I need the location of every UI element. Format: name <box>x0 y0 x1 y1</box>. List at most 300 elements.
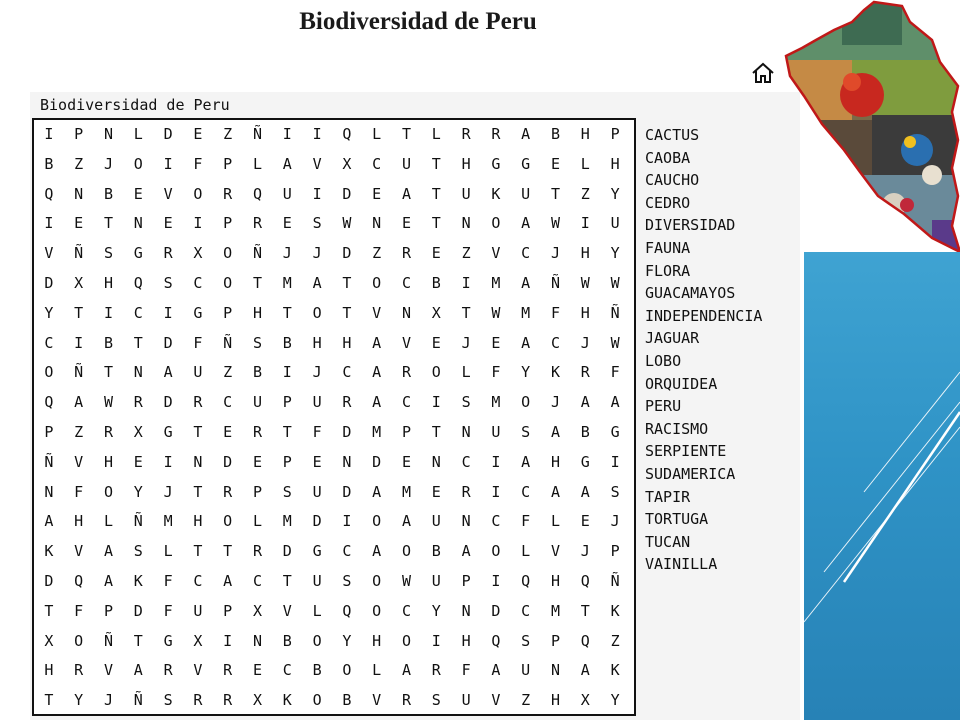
grid-letter: S <box>133 542 143 561</box>
grid-letter: J <box>580 333 590 352</box>
grid-letter: W <box>103 393 113 412</box>
grid-letter: O <box>401 631 411 650</box>
grid-letter: C <box>401 601 411 620</box>
word-list-item: CEDRO <box>645 193 691 212</box>
grid-letter: G <box>163 423 173 441</box>
grid-letter: Ñ <box>74 244 84 263</box>
grid-letter: I <box>44 214 54 233</box>
grid-letter: B <box>580 423 590 441</box>
grid-letter: M <box>521 303 531 322</box>
grid-letter: B <box>342 691 352 710</box>
grid-letter: Q <box>491 631 501 650</box>
grid-letter: H <box>342 333 352 352</box>
grid-letter: K <box>610 601 620 620</box>
grid-letter: O <box>312 691 322 710</box>
grid-letter: Y <box>610 244 620 263</box>
word-list-item: JAGUAR <box>645 329 700 348</box>
grid-letter: D <box>342 184 352 203</box>
grid-letter: O <box>491 214 501 233</box>
grid-letter: T <box>44 601 54 620</box>
grid-letter: F <box>491 363 501 382</box>
grid-letter: J <box>163 482 173 501</box>
grid-letter: E <box>163 214 173 233</box>
grid-letter: Q <box>74 572 84 590</box>
grid-letter: O <box>223 244 233 263</box>
grid-letter: L <box>372 125 382 143</box>
grid-letter: Q <box>44 184 54 203</box>
grid-letter: A <box>580 482 590 501</box>
grid-letter: L <box>312 601 322 620</box>
word-list <box>645 124 762 576</box>
word-list-item: TAPIR <box>645 487 691 506</box>
grid-letter: L <box>163 542 173 561</box>
grid-letter: E <box>282 214 292 233</box>
grid-letter: P <box>74 125 84 143</box>
grid-letter: U <box>312 482 322 501</box>
word-list-item: VAINILLA <box>645 555 718 574</box>
grid-letter: W <box>610 274 620 292</box>
grid-letter: R <box>193 691 203 710</box>
decorative-side-panel <box>804 252 960 720</box>
grid-letter: G <box>491 154 501 173</box>
grid-letter: Ñ <box>74 363 84 382</box>
grid-letter: R <box>252 214 262 233</box>
grid-letter: X <box>133 423 143 441</box>
grid-letter: C <box>342 363 352 382</box>
grid-letter: R <box>223 661 233 680</box>
grid-letter: V <box>312 154 322 173</box>
grid-letter: M <box>163 512 173 531</box>
grid-letter: V <box>550 542 560 561</box>
grid-letter: E <box>252 661 262 680</box>
grid-letter: T <box>431 154 441 173</box>
grid-letter: E <box>580 512 590 531</box>
grid-letter: U <box>193 363 203 382</box>
grid-letter: J <box>550 393 560 412</box>
grid-letter: V <box>44 244 54 263</box>
grid-row <box>34 329 634 359</box>
grid-letter: O <box>401 542 411 561</box>
grid-letter: I <box>461 274 471 292</box>
grid-letter: U <box>521 661 531 680</box>
grid-letter: I <box>342 512 352 531</box>
grid-letter: A <box>461 542 471 561</box>
grid-letter: P <box>252 482 262 501</box>
grid-letter: Ñ <box>610 572 620 590</box>
grid-letter: X <box>431 303 441 322</box>
grid-letter: D <box>223 452 233 471</box>
grid-letter: P <box>223 303 233 322</box>
grid-letter: S <box>431 691 441 710</box>
grid-letter: I <box>312 125 322 143</box>
grid-letter: J <box>103 691 113 710</box>
grid-letter: O <box>74 631 84 650</box>
grid-letter: T <box>133 333 143 352</box>
grid-letter: A <box>103 542 113 561</box>
grid-letter: S <box>252 333 262 352</box>
word-list-item: CAOBA <box>645 148 691 167</box>
grid-letter: Z <box>74 423 84 441</box>
grid-letter: F <box>550 303 560 322</box>
grid-letter: J <box>312 244 322 263</box>
grid-letter: I <box>163 154 173 173</box>
grid-letter: F <box>193 154 203 173</box>
grid-letter: C <box>133 303 143 322</box>
grid-letter: N <box>342 452 352 471</box>
grid-letter: L <box>103 512 113 531</box>
grid-letter: S <box>163 691 173 710</box>
grid-letter: E <box>133 184 143 203</box>
grid-letter: Y <box>431 601 441 620</box>
grid-letter: A <box>44 512 54 531</box>
grid-letter: P <box>223 154 233 173</box>
grid-letter: R <box>461 125 471 143</box>
grid-letter: N <box>461 214 471 233</box>
grid-letter: C <box>252 572 262 590</box>
grid-row <box>34 358 634 388</box>
grid-letter: T <box>431 423 441 441</box>
grid-letter: A <box>521 214 531 233</box>
grid-letter: H <box>550 572 560 590</box>
grid-letter: P <box>44 423 54 441</box>
grid-letter: I <box>491 482 501 501</box>
grid-letter: Z <box>461 244 471 263</box>
grid-letter: I <box>163 452 173 471</box>
grid-letter: Q <box>521 572 531 590</box>
grid-letter: R <box>431 661 441 680</box>
grid-letter: C <box>223 393 233 412</box>
grid-letter: R <box>223 482 233 501</box>
grid-letter: N <box>461 601 471 620</box>
grid-letter: U <box>312 393 322 412</box>
grid-letter: T <box>342 274 352 292</box>
grid-letter: X <box>44 631 54 650</box>
grid-letter: N <box>44 482 54 501</box>
grid-letter: D <box>282 542 292 561</box>
grid-letter: A <box>521 333 531 352</box>
grid-letter: R <box>103 423 113 441</box>
grid-letter: Y <box>74 691 84 710</box>
grid-letter: L <box>580 154 590 173</box>
grid-letter: A <box>401 661 411 680</box>
grid-letter: A <box>74 393 84 412</box>
grid-letter: H <box>74 512 84 531</box>
grid-row <box>34 180 634 210</box>
word-list-item: LOBO <box>645 351 682 370</box>
grid-letter: Q <box>133 274 143 292</box>
word-list-item: PERU <box>645 397 682 416</box>
grid-letter: I <box>431 393 441 412</box>
grid-letter: A <box>521 452 531 471</box>
grid-letter: X <box>252 601 262 620</box>
grid-letter: U <box>431 572 441 590</box>
grid-letter: H <box>103 274 113 292</box>
grid-letter: Q <box>342 125 352 143</box>
grid-letter: I <box>491 572 501 590</box>
grid-letter: L <box>252 154 262 173</box>
grid-letter: F <box>461 661 471 680</box>
grid-letter: Q <box>580 631 590 650</box>
grid-letter: I <box>44 125 54 143</box>
grid-letter: U <box>282 184 292 203</box>
grid-letter: N <box>431 452 441 471</box>
grid-letter: A <box>372 333 382 352</box>
grid-letter: B <box>550 125 560 143</box>
grid-letter: K <box>491 184 501 203</box>
grid-letter: O <box>521 393 531 412</box>
grid-letter: M <box>282 274 292 292</box>
grid-letter: E <box>312 452 322 471</box>
grid-letter: C <box>282 661 292 680</box>
grid-letter: D <box>342 423 352 441</box>
grid-letter: T <box>431 184 441 203</box>
grid-row <box>34 597 634 627</box>
grid-letter: I <box>74 333 84 352</box>
grid-letter: G <box>610 423 620 441</box>
grid-letter: Ñ <box>223 333 233 352</box>
grid-row <box>34 686 634 716</box>
grid-letter: I <box>282 363 292 382</box>
grid-letter: D <box>312 512 322 531</box>
grid-letter: T <box>193 423 203 441</box>
grid-letter: W <box>550 214 560 233</box>
grid-letter: T <box>580 601 590 620</box>
word-list-item: FLORA <box>645 261 691 280</box>
grid-letter: V <box>103 661 113 680</box>
grid-letter: X <box>342 154 352 173</box>
grid-letter: K <box>282 691 292 710</box>
grid-letter: O <box>223 512 233 531</box>
grid-letter: L <box>431 125 441 143</box>
grid-letter: M <box>401 482 411 501</box>
grid-letter: B <box>252 363 262 382</box>
grid-letter: A <box>103 572 113 590</box>
grid-letter: X <box>74 274 84 292</box>
grid-letter: Ñ <box>252 125 262 143</box>
grid-letter: Y <box>610 184 620 203</box>
grid-letter: N <box>401 303 411 322</box>
grid-letter: N <box>193 452 203 471</box>
grid-letter: H <box>312 333 322 352</box>
grid-letter: A <box>401 184 411 203</box>
grid-letter: U <box>401 154 411 173</box>
grid-letter: O <box>223 274 233 292</box>
grid-letter: L <box>521 542 531 561</box>
grid-letter: U <box>252 393 262 412</box>
decorative-lines <box>804 252 960 720</box>
grid-row <box>34 478 634 508</box>
grid-letter: R <box>193 393 203 412</box>
grid-letter: T <box>282 303 292 322</box>
grid-letter: L <box>252 512 262 531</box>
grid-letter: P <box>223 214 233 233</box>
grid-letter: Y <box>44 303 54 322</box>
grid-letter: T <box>44 691 54 710</box>
grid-letter: Ñ <box>610 303 620 322</box>
grid-letter: E <box>431 333 441 352</box>
grid-letter: C <box>401 274 411 292</box>
grid-row <box>34 537 634 567</box>
grid-letter: E <box>223 423 233 441</box>
word-list-item: SERPIENTE <box>645 442 727 461</box>
grid-letter: I <box>282 125 292 143</box>
grid-letter: B <box>103 333 113 352</box>
grid-letter: U <box>431 512 441 531</box>
grid-letter: A <box>580 661 590 680</box>
grid-letter: A <box>550 423 560 441</box>
grid-letter: R <box>163 661 173 680</box>
grid-letter: Ñ <box>44 452 54 471</box>
grid-letter: P <box>282 393 292 412</box>
grid-letter: H <box>44 661 54 680</box>
grid-letter: Z <box>223 363 233 382</box>
grid-letter: E <box>372 184 382 203</box>
grid-letter: N <box>461 512 471 531</box>
grid-letter: F <box>610 363 620 382</box>
grid-letter: B <box>312 661 322 680</box>
grid-letter: A <box>372 363 382 382</box>
grid-letter: R <box>401 363 411 382</box>
grid-letter: F <box>163 572 173 590</box>
grid-letter: T <box>103 363 113 382</box>
grid-row <box>34 418 634 448</box>
grid-letter: Z <box>74 154 84 173</box>
grid-letter: U <box>312 572 322 590</box>
grid-letter: T <box>193 482 203 501</box>
word-list-item: GUACAMAYOS <box>645 284 736 303</box>
grid-letter: S <box>521 423 531 441</box>
grid-letter: R <box>461 482 471 501</box>
grid-letter: Ñ <box>252 244 262 263</box>
grid-letter: U <box>521 184 531 203</box>
grid-letter: R <box>223 691 233 710</box>
grid-letter: C <box>193 274 203 292</box>
grid-row <box>34 299 634 329</box>
grid-letter: L <box>372 661 382 680</box>
grid-row <box>34 627 634 657</box>
grid-letter: N <box>103 125 113 143</box>
grid-letter: V <box>372 691 382 710</box>
grid-letter: W <box>491 303 501 322</box>
grid-letter: D <box>342 244 352 263</box>
grid-row <box>34 239 634 269</box>
grid-letter: U <box>193 601 203 620</box>
grid-letter: S <box>312 214 322 233</box>
grid-letter: O <box>342 661 352 680</box>
grid-row <box>34 448 634 478</box>
grid-letter: S <box>342 572 352 590</box>
grid-letter: D <box>491 601 501 620</box>
grid-letter: S <box>282 482 292 501</box>
grid-letter: I <box>193 214 203 233</box>
grid-letter: C <box>193 572 203 590</box>
grid-letter: H <box>610 154 620 173</box>
grid-letter: P <box>401 423 411 441</box>
grid-letter: S <box>103 244 113 263</box>
grid-letter: A <box>550 482 560 501</box>
peru-map-image <box>782 0 960 255</box>
grid-letter: J <box>103 154 113 173</box>
grid-letter: I <box>223 631 233 650</box>
grid-letter: R <box>342 393 352 412</box>
grid-letter: G <box>193 303 203 322</box>
grid-letter: J <box>610 512 620 531</box>
grid-row <box>34 120 634 150</box>
home-icon[interactable] <box>750 60 776 86</box>
grid-letter: K <box>610 661 620 680</box>
grid-letter: H <box>580 303 590 322</box>
grid-letter: E <box>193 125 203 143</box>
grid-letter: O <box>372 572 382 590</box>
grid-row <box>34 507 634 537</box>
grid-letter: Z <box>610 631 620 650</box>
grid-letter: H <box>580 244 590 263</box>
grid-letter: V <box>193 661 203 680</box>
grid-letter: T <box>401 125 411 143</box>
grid-letter: D <box>133 601 143 620</box>
grid-letter: W <box>401 572 411 590</box>
grid-letter: P <box>282 452 292 471</box>
grid-letter: N <box>461 423 471 441</box>
grid-letter: E <box>550 154 560 173</box>
grid-letter: P <box>461 572 471 590</box>
grid-letter: B <box>44 154 54 173</box>
grid-letter: O <box>312 303 322 322</box>
grid-letter: Q <box>342 601 352 620</box>
grid-letter: E <box>491 333 501 352</box>
grid-letter: N <box>133 214 143 233</box>
grid-letter: F <box>521 512 531 531</box>
grid-letter: A <box>491 661 501 680</box>
grid-letter: H <box>252 303 262 322</box>
grid-letter: H <box>550 691 560 710</box>
grid-letter: W <box>580 274 590 292</box>
grid-letter: O <box>193 184 203 203</box>
grid-letter: S <box>163 274 173 292</box>
grid-letter: A <box>521 274 531 292</box>
slide-title: Biodiversidad de Peru <box>299 8 537 35</box>
word-list-item: TORTUGA <box>645 510 709 529</box>
grid-letter: M <box>550 601 560 620</box>
grid-letter: X <box>252 691 262 710</box>
grid-letter: R <box>491 125 501 143</box>
grid-letter: J <box>461 333 471 352</box>
grid-letter: I <box>163 303 173 322</box>
grid-letter: T <box>342 303 352 322</box>
grid-letter: R <box>252 542 262 561</box>
grid-letter: Y <box>133 482 143 501</box>
grid-letter: U <box>610 214 620 233</box>
grid-letter: V <box>74 452 84 471</box>
grid-letter: C <box>550 333 560 352</box>
grid-letter: Ñ <box>133 691 143 710</box>
grid-letter: P <box>103 601 113 620</box>
grid-letter: A <box>372 542 382 561</box>
grid-letter: F <box>193 333 203 352</box>
grid-letter: O <box>372 601 382 620</box>
grid-letter: T <box>133 631 143 650</box>
grid-letter: D <box>163 393 173 412</box>
grid-letter: A <box>312 274 322 292</box>
grid-letter: H <box>461 631 471 650</box>
grid-letter: X <box>193 244 203 263</box>
grid-letter: O <box>133 154 143 173</box>
grid-letter: M <box>491 393 501 412</box>
grid-letter: T <box>550 184 560 203</box>
grid-letter: V <box>491 691 501 710</box>
grid-letter: A <box>372 393 382 412</box>
grid-letter: D <box>372 452 382 471</box>
